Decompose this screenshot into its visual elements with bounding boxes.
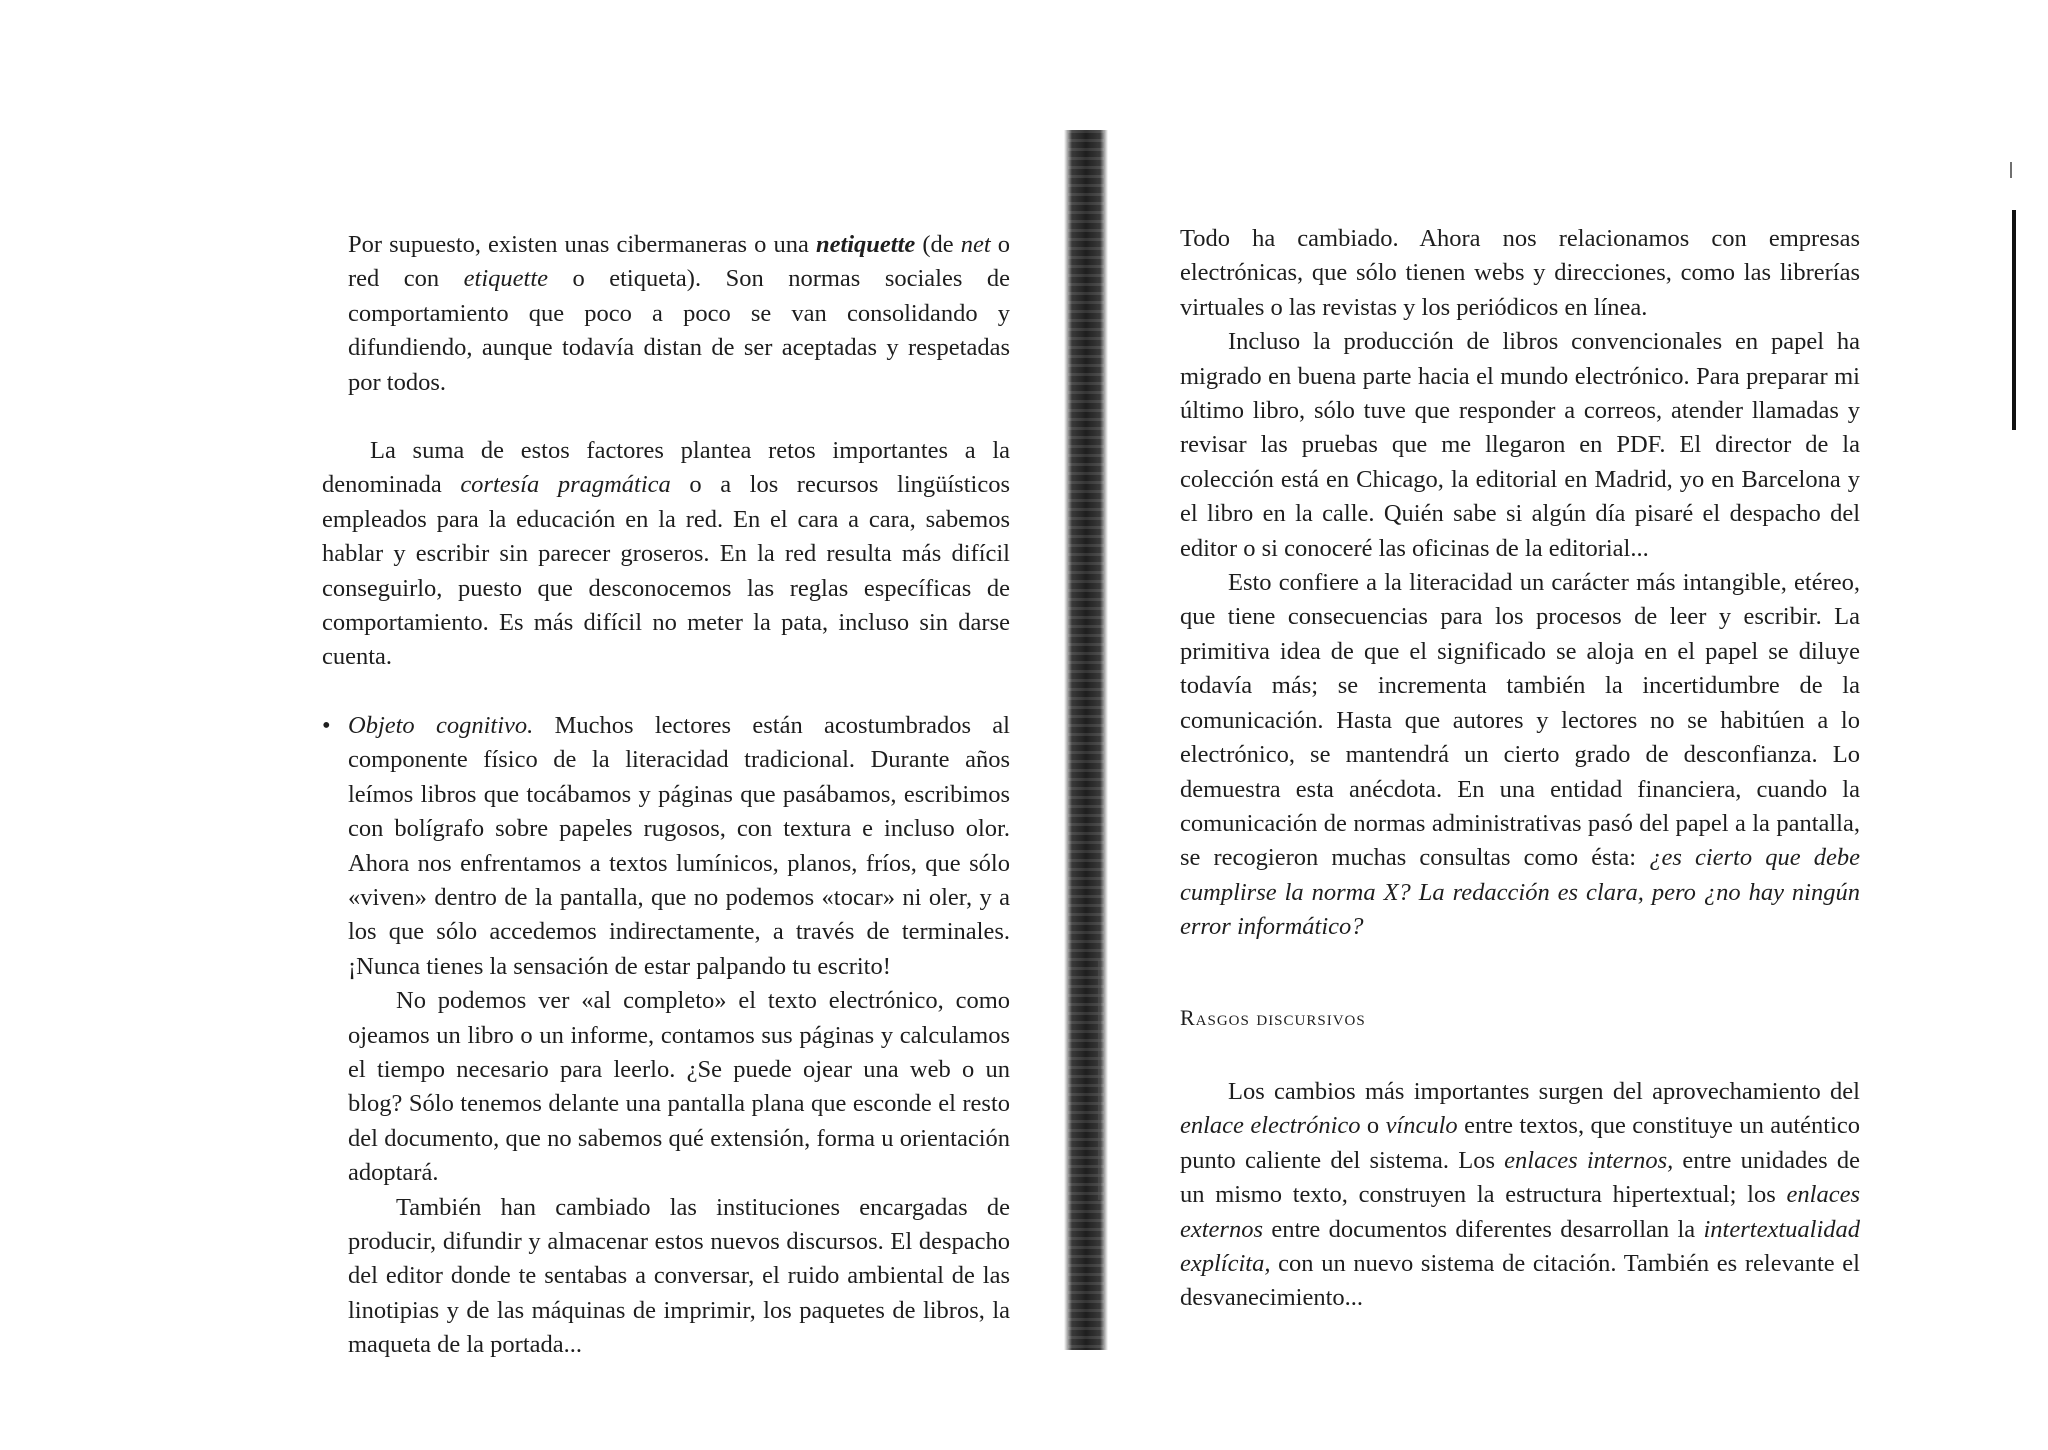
text-run: net xyxy=(960,231,991,258)
text-run: Los cambios más importantes surgen del aprovechamiento del xyxy=(1228,1077,1860,1105)
text-run: o etiqueta). Son normas sociales de comportamiento que poco a poco se van consolidando y difundiendo, aunque todavía distan de ser aceptadas y respetadas por todos. xyxy=(348,265,1010,396)
text-run: entre documentos diferentes desarrollan la xyxy=(1263,1215,1704,1243)
text-run: o red con xyxy=(348,231,1010,293)
paragraph-netiquette xyxy=(322,228,1010,400)
text-run: Incluso la producción de libros convencionales en papel ha migrado en buena parte hacia el mundo electrónico. Para preparar mi último libro, sólo tuve que responder a correos, atender llamadas y revisar las pruebas que me llegaron en PDF. El director de la colección está en Chicago, la editorial en Madrid, yo en Barcelona y el libro en la calle. Quién sabe si algún día pisaré el despacho del editor o si conoceré las oficinas de la editorial... xyxy=(1180,328,1860,562)
text-run: entre unidades de un mismo texto, construyen la estructura hipertextual; los xyxy=(1180,1146,1860,1209)
bullet-objeto-cognitivo xyxy=(322,709,1010,984)
text-run: Muchos lectores están acostumbrados al componente físico de la literacidad tradicional. Durante años leímos libros que tocábamos y páginas que pasábamos, escribimos con bolígrafo sobre papeles rugosos, con textura e incluso olor. Ahora nos enfrentamos a textos lumínicos, planos, fríos, que sólo «viven» dentro de la pantalla, que no podemos «tocar» ni oler, y a los que sólo accedemos indirectamente, a través de terminales. ¡Nunca tienes la sensación de estar palpando tu escrito! xyxy=(348,711,1010,980)
text-run: Esto confiere a la literacidad un carácter más intangible, etéreo, que tiene consecuencias para los procesos de leer y escribir. La primitiva idea de que el significado se aloja en el papel se diluye todavía más; se incrementa también la incertidumbre de la comunicación. Hasta que autores y lectores no se habitúen a lo electrónico, se mantendrá un cierto grado de desconfianza. Lo demuestra esta anécdota. En una entidad financiera, cuando la comunicación de normas administrativas pasó del papel a la pantalla, se recogieron muchas consultas como ésta: xyxy=(1180,569,1860,872)
paragraph-cambios-importantes xyxy=(1180,1075,1860,1316)
paragraph-produccion-libros xyxy=(1180,325,1860,566)
text-run: netiquette xyxy=(815,231,916,258)
text-run: No podemos ver «al completo» el texto electrónico, como ojeamos un libro o un informe, contamos sus páginas y calculamos el tiempo necesario para leerlo. ¿Se puede ojear una web o un blog? Sólo tenemos delante una pantalla plana que esconde el resto del documento, que no sabemos qué extensión, forma u orientación adoptará. xyxy=(348,987,1010,1187)
gutter-crease xyxy=(1098,960,1101,1200)
text-run: entre textos, que constituye un auténtico punto caliente del sistema. Los xyxy=(1180,1112,1861,1174)
book-gutter-shadow xyxy=(1064,130,1108,1350)
text-run: intertextualidad explícita, xyxy=(1180,1215,1860,1277)
paragraph-literacidad-intangible xyxy=(1180,566,1860,944)
paragraph-objeto-cognitivo xyxy=(348,709,1010,984)
bullet-marker: • xyxy=(322,711,331,739)
paragraph-instituciones xyxy=(322,1191,1010,1363)
text-run: También han cambiado las instituciones encargadas de producir, difundir y almacenar estos nuevos discursos. El despacho del editor donde te sentabas a conversar, el ruido ambiental de las linotipias y de las máquinas de imprimir, los paquetes de libros, la maqueta de la portada... xyxy=(348,1193,1010,1359)
text-run: cortesía pragmática xyxy=(460,471,671,499)
section-heading: Rasgos discursivos xyxy=(1180,1004,1366,1030)
text-run: enlace electrónico xyxy=(1180,1112,1361,1140)
text-run: vínculo xyxy=(1385,1112,1458,1140)
text-run: Por supuesto, existen unas cibermaneras o una xyxy=(348,231,816,258)
text-run: Objeto cognitivo. xyxy=(348,711,534,739)
text-run: etiquette xyxy=(463,265,549,293)
text-run: o xyxy=(1360,1112,1386,1140)
text-run: con un nuevo sistema de citación. También es relevante el desvanecimiento... xyxy=(1180,1249,1860,1312)
text-run: (de xyxy=(915,231,961,258)
paragraph-todo-ha-cambiado xyxy=(1180,222,1860,325)
text-run: enlaces externos xyxy=(1180,1181,1860,1243)
text-run: ¿es cierto que debe cumplirse la norma X? La redacción es clara, pero ¿no hay ningún error informático? xyxy=(1180,844,1860,941)
paragraph-texto-electronico xyxy=(322,984,1010,1190)
page-edge-mark xyxy=(2012,210,2016,430)
right-page xyxy=(1180,222,1860,1316)
text-run: Todo ha cambiado. Ahora nos relacionamos con empresas electrónicas, que sólo tienen webs y direcciones, como las librerías virtuales o las revistas y los periódicos en línea. xyxy=(1180,225,1860,321)
text-run: o a los recursos lingüísticos empleados para la educación en la red. En el cara a cara, sabemos hablar y escribir sin parecer groseros. En la red resulta más difícil conseguirlo, puesto que desconocemos las reglas específicas de comportamiento. Es más difícil no meter la pata, incluso sin darse cuenta. xyxy=(322,471,1010,671)
text-run: enlaces internos, xyxy=(1504,1146,1674,1174)
page-edge-tick xyxy=(2010,162,2012,178)
text-run: La suma de estos factores plantea retos importantes a la denominada xyxy=(322,437,1010,499)
left-page xyxy=(322,228,1010,1363)
paragraph-cortesia xyxy=(322,434,1010,675)
